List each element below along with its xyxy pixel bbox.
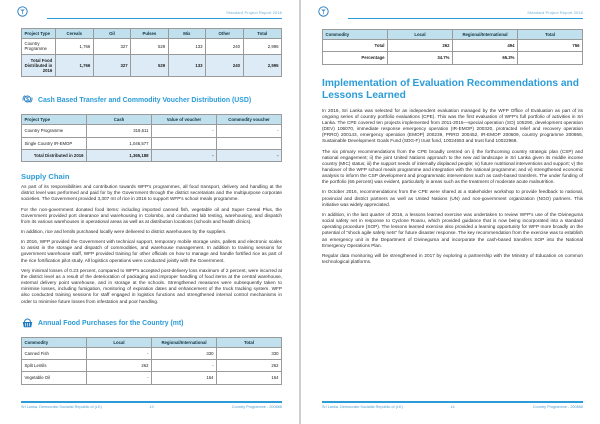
cell: 756	[518, 40, 583, 52]
cell: 262	[217, 360, 282, 372]
paragraph: In addition, in the last quarter of 2016, a lessons learned exercise was undertaken to review WFP's use of the Divineguma social safety net in response to Cyclone Roanu, which provided guidance that is now being incorporated into a standard operating procedure (SOP). The lessons learned exercise also provided a learning opportunity for WFP more broadly on the potential of "shock agile safety nets" for future disaster response. The key recommendation from the exercise was to establish an emergency unit in the Department of Divineguma and incorporate the cash-based transfers SOP into the National Emergency Operations Plan.	[322, 211, 583, 248]
paragraph: Very minimal losses of 0.23 percent, compared to WFP's accepted post-delivery loss maximum of 2 percent, were incurred at the district level as a result of the deterioration of packaging and improper handling of food items at the central warehouse, external delivery point warehouse, and in storage at the schools. Strengthened measures were subsequently taken to minimise losses, including fumigation, monitoring of expiration dates and enhancement of the truck tracking system. WFP also conducted training sessions for staff engaged in logistics functions and strengthened internal control mechanisms in order to minimise future losses from infestation and poor handling.	[21, 267, 282, 304]
cell: 494	[453, 40, 518, 52]
page-footer	[21, 401, 282, 410]
cell: 240	[206, 54, 243, 77]
cell: 327	[93, 54, 130, 77]
table-total-row	[323, 40, 583, 52]
table-header-row	[22, 115, 282, 125]
paragraph: For the non-government donated food items: including imported canned fish, vegetable oil and Super Cereal Plus, the Government provided port clearance and warehousing in Colombo, and conducted lab testing, warehousing, and dispatch from its various warehouses in operational areas as well as at distribution locations (schools and health clinics).	[21, 206, 282, 224]
row-label: Total	[323, 40, 388, 52]
col-total: Total	[217, 337, 282, 347]
footer-rule	[322, 401, 583, 403]
col-other: Other	[206, 29, 243, 39]
row-label: Vegetable Oil	[22, 372, 87, 384]
cell: 1,365,188	[87, 149, 152, 161]
evaluation-text	[322, 108, 583, 266]
supply-chain-text	[21, 184, 282, 305]
paragraph: In 2016, Sri Lanka was selected for an independent evaluation managed by the WFP Office of Evaluation as part of its ongoing series of country portfolio evaluations (CPE). This was the first evaluation of WFP's full portfolio of activities in Sri Lanka. The CPE covered ten projects implemented from 2011-2015—special operation (SO) 105290, development operation (DEV) 106070, immediate response emergency operation (IR-EMOP) 200320, protracted relief and recovery operation (PRRO) 200143, emergency operation (EMOP) 200239, PRRO 200452, IR-EMOP 200609, country programme 200866, Sustainable Development Goals Fund (SDG-F) trust fund, 10024553 and trust fund 10022968.	[322, 107, 583, 144]
cell: 1,766	[55, 39, 93, 54]
cell: -	[152, 125, 217, 137]
cash-voucher-table	[21, 114, 282, 162]
paragraph: In 2016, WFP provided the Government with technical support, temporary mobile storage units, pallets and electronic scales to assist in the storage and dispatch of commodities, and warehouse management. In addition to training sessions for government warehouse staff, WFP provided training for other officials on how to manage and handle fortified rice as part of the rice fortification pilot study. All logistics operations were conducted jointly with the Government.	[21, 239, 282, 263]
table-total-row	[22, 149, 282, 161]
col-pulses: Pulses	[131, 29, 168, 39]
supply-chain-heading: Supply Chain	[21, 172, 70, 182]
cell: 330	[217, 347, 282, 359]
col-commodity: Commodity	[22, 337, 87, 347]
footer-country: Sri Lanka, Democratic Socialist Republic of (LK)	[322, 405, 403, 409]
food-basket-icon	[21, 318, 34, 330]
report-title: Standard Project Report 2016	[226, 10, 282, 15]
cell: -	[152, 149, 217, 161]
col-regional-international: Regional/International	[152, 337, 217, 347]
row-label: Canned Fish	[22, 347, 87, 359]
wfp-logo	[17, 4, 28, 22]
cell: 34.7%	[388, 52, 453, 64]
table-percentage-row	[323, 52, 583, 64]
food-purchases-section-heading	[21, 318, 282, 330]
total-label: Total Food Distributed in 2016	[22, 54, 56, 77]
col-oil: Oil	[93, 29, 130, 39]
cell: 1,766	[55, 54, 93, 77]
row-label: Percentage	[323, 52, 388, 64]
paragraph: The six primary recommendations from the CPE broadly centred on i) the forthcoming country strategic plan (CSP) and national engagement; ii) the joint United Nations approach to the new aid landscape in Sri Lanka given its middle income country (MIC) status; iii) the support needs of internally displaced people; iv) future nutritional interventions and support; v) the handover of the WFP school meals programme and integration with the national programme; and vi) strengthened economic analysis to inform the CSP development and programmatic interventions such as cash-based transfers. The under funding of the portfolio (66 percent) was evident, particularly in areas such as the treatment of moderate acute malnutrition.	[322, 148, 583, 185]
cell: -	[152, 360, 217, 372]
cell: 529	[131, 54, 168, 77]
wfp-logo	[318, 4, 329, 22]
col-commodity: Commodity	[323, 30, 388, 40]
cell: 164	[152, 372, 217, 384]
page-right	[301, 0, 600, 424]
cash-transfer-section-heading	[21, 94, 282, 106]
cell: 65.3%	[453, 52, 518, 64]
cell: 133	[168, 39, 205, 54]
cell: 327	[93, 39, 130, 54]
footer-project: Country Programme - 200866	[532, 405, 583, 409]
cell: 529	[131, 39, 168, 54]
cell: 318,611	[87, 125, 152, 137]
food-distribution-table	[21, 28, 282, 77]
table-row	[22, 360, 282, 372]
cell	[217, 137, 282, 149]
cell: 164	[217, 372, 282, 384]
footer-rule	[21, 401, 282, 403]
table-row	[22, 347, 282, 359]
paragraph: In addition, rice and lentils purchased locally were delivered to district warehouses by the suppliers.	[21, 228, 227, 234]
row-label: Split Lentils	[22, 360, 87, 372]
col-project-type: Project Type	[22, 29, 56, 39]
col-total: Total	[518, 30, 583, 40]
table-header-row	[323, 30, 583, 40]
row-label: Country Programme	[22, 125, 87, 137]
cash-transfer-icon	[21, 94, 34, 106]
header-rule	[47, 18, 282, 19]
col-regional-international: Regional/International	[453, 30, 518, 40]
cell: 330	[152, 347, 217, 359]
evaluation-heading: Implementation of Evaluation Recommendations and Lessons Learned	[322, 77, 579, 102]
cell: 1,046,577	[87, 137, 152, 149]
table-header-row	[22, 337, 282, 347]
section-title: Annual Food Purchases for the Country (mt)	[38, 320, 184, 328]
table-row	[22, 39, 282, 54]
row-label: Country Programme	[22, 39, 56, 54]
cell: 2,995	[243, 54, 282, 77]
cell: 2,995	[243, 39, 282, 54]
col-commodity-voucher: Commodity voucher	[217, 115, 282, 125]
col-cash: Cash	[87, 115, 152, 125]
col-cereals: Cereals	[55, 29, 93, 39]
cell: 262	[388, 40, 453, 52]
table-row	[22, 137, 282, 149]
row-label: Single Country IR-EMOP	[22, 137, 87, 149]
col-project-type: Project Type	[22, 115, 87, 125]
col-local: Local	[388, 30, 453, 40]
col-total: Total	[243, 29, 282, 39]
paragraph: As part of its responsibilities and contribution towards WFP's programmes, all food transport, delivery and handling at the district level was performed and paid for by the Government through the district secretariats and the multipurpose corporate societies. The Government provided 3,307 mt of rice in 2016 to support WFP's school meals programme.	[21, 184, 282, 202]
page-number: 13	[149, 405, 154, 409]
cell	[152, 137, 217, 149]
food-purchases-table-continued	[322, 29, 583, 65]
page-left	[0, 0, 299, 424]
cell: -	[217, 149, 282, 161]
cell	[518, 52, 583, 64]
footer-country: Sri Lanka, Democratic Socialist Republic of (LK)	[21, 405, 102, 409]
table-total-row	[22, 54, 282, 77]
col-value-of-voucher: Value of voucher	[152, 115, 217, 125]
table-row	[22, 125, 282, 137]
section-title: Cash Based Transfer and Commodity Voucher Distribution (USD)	[38, 96, 252, 104]
cell: -	[87, 347, 152, 359]
total-label: Total Distributed in 2016	[22, 149, 87, 161]
page-number: 14	[450, 405, 455, 409]
paragraph: Regular data monitoring will be strengthened in 2017 by exploring a partnership with the Ministry of Education on common technological platforms.	[322, 252, 583, 265]
page-footer	[322, 401, 583, 410]
report-title: Standard Project Report 2016	[527, 10, 583, 15]
cell: -	[217, 125, 282, 137]
cell: -	[87, 372, 152, 384]
food-purchases-table	[21, 337, 282, 385]
cell: 133	[168, 54, 205, 77]
table-row	[22, 372, 282, 384]
col-local: Local	[87, 337, 152, 347]
page-header	[322, 0, 583, 19]
svg-text:$: $	[26, 97, 29, 104]
table-header-row	[22, 29, 282, 39]
header-rule	[348, 18, 583, 19]
page-header	[21, 0, 282, 19]
cell: 240	[206, 39, 243, 54]
col-mix: Mix	[168, 29, 205, 39]
paragraph: In October 2016, recommendations from the CPE were shared at a stakeholder workshop to provide feedback to national, provincial and district partners as well as United Nations (UN) and non-government organization (NGO) partners. This initiative was widely appreciated.	[322, 189, 583, 207]
footer-project: Country Programme - 200866	[231, 405, 282, 409]
cell: 262	[87, 360, 152, 372]
